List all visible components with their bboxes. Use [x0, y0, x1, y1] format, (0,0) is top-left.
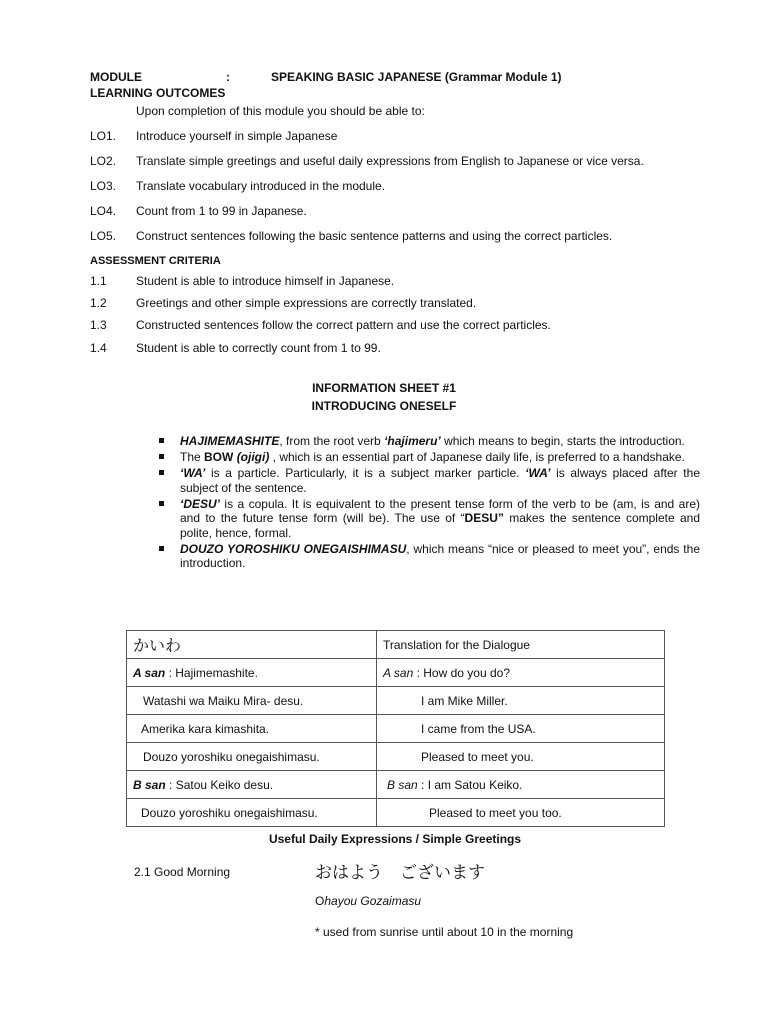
- table-row: [127, 743, 665, 771]
- translation-line: I am Satou Keiko.: [427, 777, 523, 792]
- separator: :: [417, 777, 428, 792]
- learning-outcome-item: [90, 154, 644, 168]
- lo-number: LO3.: [90, 179, 117, 193]
- useful-expressions-heading: Useful Daily Expressions / Simple Greetings: [268, 832, 522, 846]
- bullet-term: DOUZO YOROSHIKU ONEGAISHIMASU: [180, 541, 407, 556]
- bullet-text: which means to begin, starts the introduction.: [440, 434, 685, 448]
- ac-number: 1.3: [90, 318, 107, 332]
- learning-outcome-item: [90, 179, 385, 193]
- expression-note: * used from sunrise until about 10 in the morning: [315, 925, 574, 939]
- lo-number: LO5.: [90, 229, 117, 243]
- learning-outcome-item: [90, 129, 337, 143]
- dialogue-cell: [127, 715, 377, 743]
- translation-line: Pleased to meet you too.: [429, 805, 562, 820]
- bullet-term: (ojigi): [236, 450, 270, 464]
- table-row: [127, 715, 665, 743]
- lo-text: Introduce yourself in simple Japanese: [136, 129, 338, 143]
- translation-heading: Translation for the Dialogue: [377, 631, 665, 659]
- assessment-item: [90, 296, 476, 310]
- module-label: MODULE: [90, 70, 142, 84]
- translation-cell: [377, 659, 665, 687]
- lo-text: Count from 1 to 99 in Japanese.: [136, 204, 307, 218]
- dialogue-line: Douzo yoroshiku onegaishimasu.: [141, 805, 318, 820]
- ac-number: 1.1: [90, 274, 107, 288]
- translation-line: I am Mike Miller.: [421, 693, 508, 708]
- module-colon: :: [226, 70, 230, 84]
- dialogue-line: Watashi wa Maiku Mira- desu.: [143, 693, 304, 708]
- information-sheet-title: INFORMATION SHEET #1: [312, 381, 456, 395]
- bullet-term: ‘WA’: [180, 466, 206, 480]
- learning-outcomes-heading: LEARNING OUTCOMES: [90, 86, 226, 100]
- bullet-list: [156, 434, 700, 572]
- bullet-text: is a particle. Particularly, it is a subject marker particle.: [205, 466, 526, 480]
- bullet-item: [156, 497, 700, 541]
- assessment-item: [90, 318, 551, 332]
- information-sheet-subtitle: INTRODUCING ONESELF: [311, 399, 457, 413]
- translation-cell: [377, 799, 665, 827]
- bullet-item: [156, 542, 700, 571]
- speaker-label: B san: [387, 777, 418, 792]
- bullet-text: makes the sentence complete and polite, hence, formal.: [180, 511, 700, 540]
- bullet-term: ‘WA’: [525, 466, 551, 480]
- speaker-label: A san: [383, 665, 414, 680]
- lo-text: Translate vocabulary introduced in the module.: [136, 179, 386, 193]
- dialogue-heading-japanese: かいわ: [127, 631, 377, 659]
- dialogue-table: [126, 630, 665, 827]
- assessment-heading: ASSESSMENT CRITERIA: [90, 255, 221, 267]
- bullet-term: DESU”: [464, 511, 504, 525]
- separator: :: [165, 665, 176, 680]
- speaker-label: B san: [133, 777, 166, 792]
- romaji-initial: O: [315, 894, 325, 908]
- translation-cell: [377, 743, 665, 771]
- learning-outcome-item: [90, 229, 612, 243]
- lo-number: LO2.: [90, 154, 117, 168]
- translation-line: Pleased to meet you.: [421, 749, 534, 764]
- table-header-row: [127, 631, 665, 659]
- lo-number: LO1.: [90, 129, 117, 143]
- lo-text: Construct sentences following the basic sentence patterns and using the correct particles.: [136, 229, 613, 243]
- learning-outcomes-intro: Upon completion of this module you should be able to:: [136, 104, 425, 118]
- table-row: [127, 687, 665, 715]
- ac-text: Constructed sentences follow the correct pattern and use the correct particles.: [136, 318, 551, 332]
- bullet-term: ‘hajimeru’: [384, 434, 441, 448]
- translation-line: I came from the USA.: [421, 721, 536, 736]
- dialogue-line: Amerika kara kimashita.: [141, 721, 270, 736]
- dialogue-cell: [127, 799, 377, 827]
- dialogue-cell: [127, 743, 377, 771]
- assessment-item: [90, 274, 394, 288]
- bullet-text: , which is an essential part of Japanese daily life, is preferred to a handshake.: [269, 450, 685, 464]
- separator: :: [413, 665, 424, 680]
- romaji-rest: hayou Gozaimasu: [324, 894, 422, 908]
- ac-number: 1.4: [90, 341, 107, 355]
- bullet-term: BOW: [204, 450, 234, 464]
- expression-label: 2.1 Good Morning: [134, 865, 231, 879]
- separator: :: [165, 777, 176, 792]
- bullet-term: HAJIMEMASHITE: [180, 434, 280, 448]
- translation-cell: [377, 715, 665, 743]
- dialogue-line: Satou Keiko desu.: [175, 777, 274, 792]
- module-title: SPEAKING BASIC JAPANESE (Grammar Module 1): [271, 70, 562, 84]
- table-row: [127, 771, 665, 799]
- translation-cell: [377, 771, 665, 799]
- dialogue-line: Hajimemashite.: [175, 665, 258, 680]
- dialogue-cell: [127, 687, 377, 715]
- ac-number: 1.2: [90, 296, 107, 310]
- ac-text: Greetings and other simple expressions are correctly translated.: [136, 296, 477, 310]
- ac-text: Student is able to correctly count from 1 to 99.: [136, 341, 381, 355]
- assessment-item: [90, 341, 381, 355]
- lo-number: LO4.: [90, 204, 117, 218]
- translation-line: How do you do?: [423, 665, 510, 680]
- table-row: [127, 659, 665, 687]
- bullet-text: , from the root verb: [279, 434, 385, 448]
- lo-text: Translate simple greetings and useful daily expressions from English to Japanese or vice versa.: [136, 154, 644, 168]
- ac-text: Student is able to introduce himself in Japanese.: [136, 274, 395, 288]
- table-row: [127, 799, 665, 827]
- bullet-term: ‘DESU’: [180, 496, 221, 511]
- translation-cell: [377, 687, 665, 715]
- dialogue-cell: [127, 771, 377, 799]
- dialogue-cell: [127, 659, 377, 687]
- dialogue-line: Douzo yoroshiku onegaishimasu.: [143, 749, 320, 764]
- expression-romaji: [315, 894, 421, 908]
- bullet-item: [156, 434, 700, 449]
- bullet-item: [156, 450, 700, 465]
- speaker-label: A san: [133, 665, 166, 680]
- bullet-text: The: [180, 450, 205, 464]
- expression-japanese: おはよう ございます: [315, 863, 485, 883]
- bullet-text: , which means “nice or pleased to meet you”, ends the introduction.: [180, 541, 700, 570]
- bullet-item: [156, 466, 700, 495]
- bullet-text: is always placed after the subject of the sentence.: [180, 466, 700, 495]
- bullet-text: is a copula. It is equivalent to the present tense form of the verb to be (am, is and are) and to the future tense form (will be). The use of “: [180, 496, 700, 525]
- learning-outcome-item: [90, 204, 307, 218]
